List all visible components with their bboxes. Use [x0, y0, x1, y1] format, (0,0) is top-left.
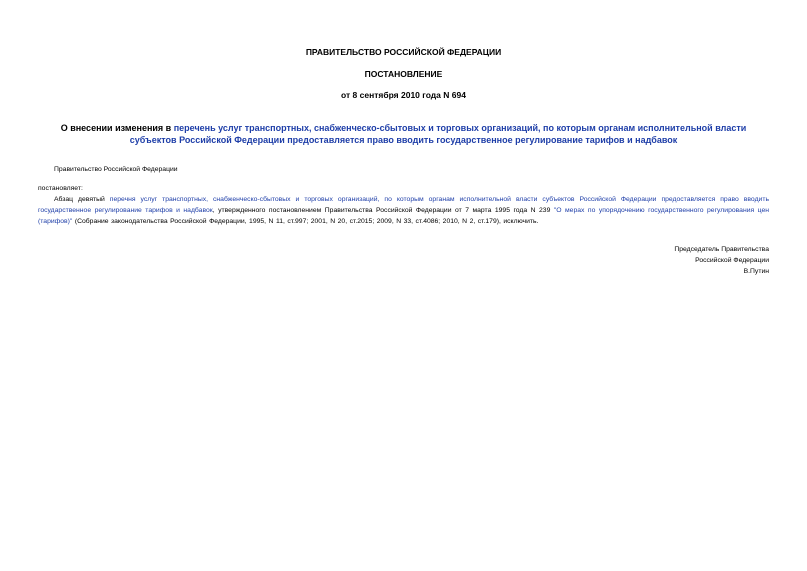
title-list-link[interactable]: перечень услуг транспортных, снабженческо-сбытовых и торговых организаций, по которым органам исполнительной власти субъектов Российской Федерации предоставляется право вводить государственное регулирование тарифов и надбавок: [129, 123, 747, 145]
decides-label: постановляет:: [38, 185, 83, 192]
document-date-number: от 8 сентября 2010 года N 694: [341, 90, 466, 100]
body-paragraph: [38, 194, 769, 227]
resolution-link[interactable]: "О мерах по упорядочению государственного регулирования цен (тарифов)": [38, 207, 769, 225]
para-start: Абзац девятый: [54, 196, 110, 203]
list-link[interactable]: перечня услуг транспортных, снабженческо-сбытовых и торговых организаций, по которым органам исполнительной власти субъектов Российской Федерации предоставляется право вводить государственное регулирование тарифов и надбавок: [38, 196, 769, 214]
signature-title: Председатель Правительства: [674, 246, 769, 253]
para-mid: , утвержденного постановлением Правительства Российской Федерации от 7 марта 1995 года N 239: [212, 207, 554, 214]
signature-org: Российской Федерации: [695, 257, 769, 264]
government-header: ПРАВИТЕЛЬСТВО РОССИЙСКОЙ ФЕДЕРАЦИИ: [305, 47, 502, 57]
signature-name: В.Путин: [743, 268, 769, 275]
government-intro: Правительство Российской Федерации: [54, 166, 178, 173]
para-end: (Собрание законодательства Российской Федерации, 1995, N 11, ст.997; 2001, N 20, ст.2015; 2009, N 33, ст.4086; 2010, N 2, ст.179), исключить.: [72, 218, 539, 225]
document-title: [38, 122, 769, 146]
title-prefix: О внесении изменения в: [60, 123, 174, 133]
document-type: ПОСТАНОВЛЕНИЕ: [364, 69, 443, 79]
